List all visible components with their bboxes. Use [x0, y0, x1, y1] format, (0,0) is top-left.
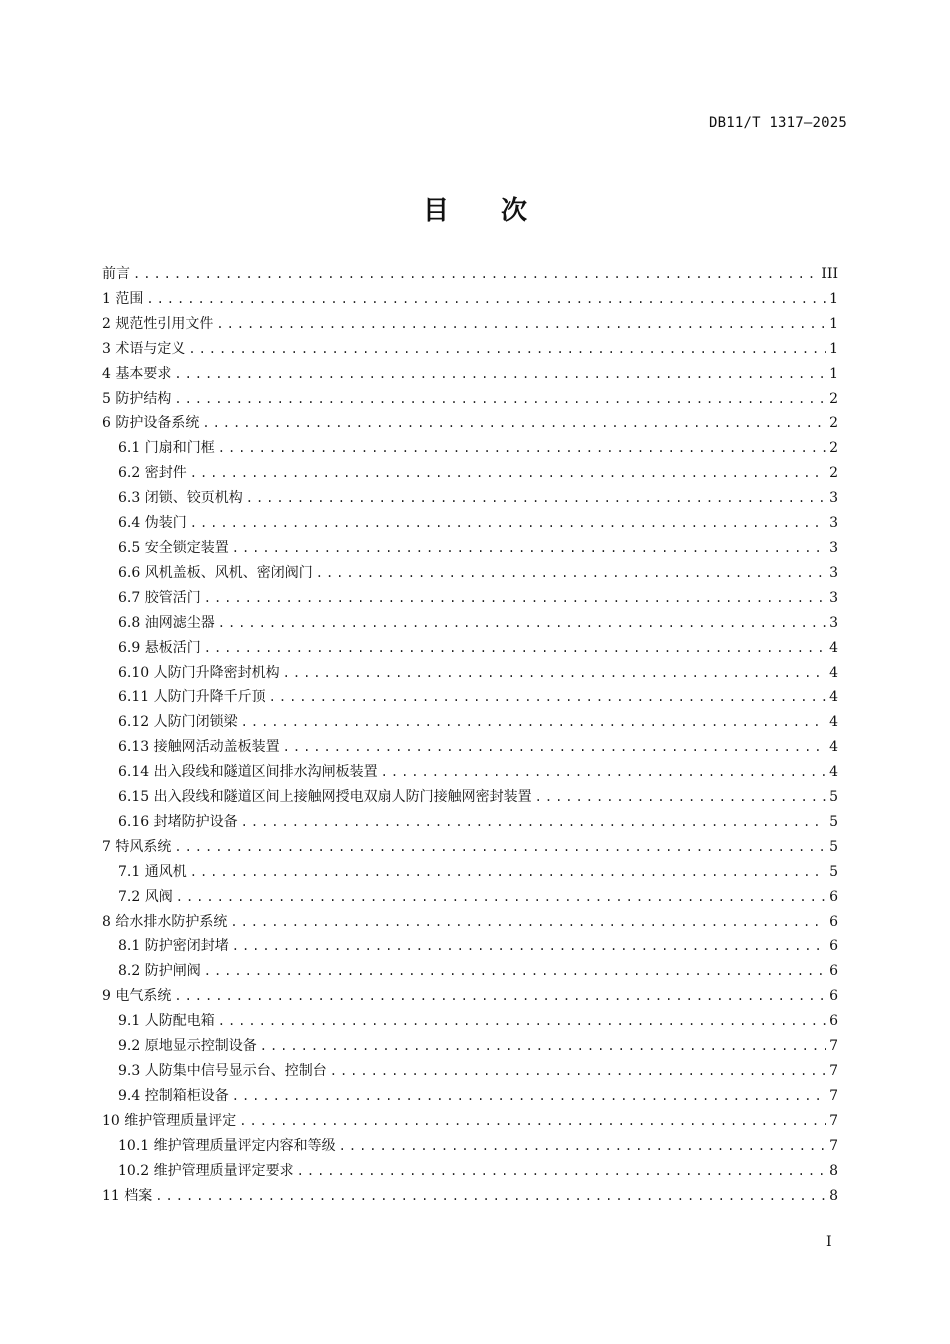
toc-entry-page: 4	[829, 689, 838, 706]
toc-leader-dots	[232, 934, 826, 959]
toc-entry-page: 1	[829, 290, 838, 307]
toc-entry-label: 6.13 接触网活动盖板装置	[118, 739, 280, 756]
toc-entry[interactable]	[102, 710, 838, 735]
toc-entry-label: 9.4 控制箱柜设备	[118, 1087, 229, 1104]
toc-entry-page: 5	[829, 838, 838, 855]
toc-entry-label: 6.16 封堵防护设备	[118, 813, 238, 830]
toc-entry[interactable]	[102, 860, 838, 885]
toc-entry-label: 1 范围	[102, 290, 144, 307]
toc-entry-page: 3	[829, 515, 838, 532]
toc-entry[interactable]	[102, 1134, 838, 1159]
toc-entry-page: 7	[829, 1137, 838, 1154]
toc-entry-label: 6.2 密封件	[118, 465, 187, 482]
toc-entry-label: 6.7 胶管活门	[118, 589, 201, 606]
toc-entry[interactable]	[102, 760, 838, 785]
toc-entry-page: III	[821, 266, 838, 282]
toc-entry[interactable]	[102, 1009, 838, 1034]
toc-entry[interactable]	[102, 1084, 838, 1109]
toc-entry-page: 6	[829, 938, 838, 955]
toc-leader-dots	[188, 337, 826, 362]
toc-entry-label: 6.15 出入段线和隧道区间上接触网授电双扇人防门接触网密封装置	[118, 789, 532, 806]
toc-entry-label: 10 维护管理质量评定	[102, 1112, 237, 1129]
toc-entry-page: 6	[829, 888, 838, 905]
toc-entry[interactable]	[102, 586, 838, 611]
toc-leader-dots	[232, 1084, 826, 1109]
toc-entry[interactable]	[102, 959, 838, 984]
toc-entry-page: 4	[829, 664, 838, 681]
toc-entry[interactable]	[102, 885, 838, 910]
toc-entry[interactable]	[102, 611, 838, 636]
toc-leader-dots	[218, 436, 826, 461]
toc-entry-label: 6.12 人防门闭锁梁	[118, 714, 238, 731]
toc-leader-dots	[155, 1184, 826, 1209]
toc-entry[interactable]	[102, 1034, 838, 1059]
toc-leader-dots	[174, 387, 826, 412]
toc-entry[interactable]	[102, 835, 838, 860]
toc-entry-page: 4	[829, 639, 838, 656]
toc-entry-label: 9.3 人防集中信号显示台、控制台	[118, 1063, 327, 1079]
toc-leader-dots	[190, 461, 826, 486]
toc-entry[interactable]	[102, 810, 838, 835]
toc-entry-label: 6 防护设备系统	[102, 415, 200, 432]
toc-entry-page: 7	[829, 1038, 838, 1055]
toc-entry[interactable]	[102, 436, 838, 461]
toc-entry-page: 7	[829, 1063, 838, 1079]
toc-entry[interactable]	[102, 387, 838, 412]
toc-entry[interactable]	[102, 337, 838, 362]
toc-entry-page: 5	[829, 863, 838, 880]
toc-entry[interactable]	[102, 1059, 838, 1084]
toc-entry-page: 8	[829, 1162, 838, 1179]
toc-entry-page: 3	[829, 614, 838, 631]
toc-leader-dots	[241, 810, 826, 835]
toc-entry-label: 7 特风系统	[102, 838, 172, 855]
toc-entry-label: 6.11 人防门升降千斤顶	[118, 689, 266, 706]
toc-leader-dots	[283, 661, 826, 686]
toc-entry-label: 6.8 油网滤尘器	[118, 614, 215, 631]
toc-entry[interactable]	[102, 910, 838, 935]
toc-entry-page: 3	[829, 539, 838, 556]
toc-entry-label: 7.2 风阀	[118, 888, 173, 905]
page-title: 目 次	[422, 196, 527, 226]
toc-leader-dots	[269, 685, 826, 710]
toc-entry-label: 5 防护结构	[102, 390, 172, 407]
toc-entry[interactable]	[102, 362, 838, 387]
toc-entry-page: 7	[829, 1087, 838, 1104]
toc-entry-label: 10.1 维护管理质量评定内容和等级	[118, 1137, 336, 1154]
toc-leader-dots	[232, 536, 826, 561]
toc-entry-page: 6	[829, 988, 838, 1005]
toc-entry-label: 6.3 闭锁、铰页机构	[118, 490, 243, 507]
toc-entry[interactable]	[102, 1109, 838, 1134]
toc-entry[interactable]	[102, 312, 838, 337]
toc-entry-label: 11 档案	[102, 1187, 153, 1204]
toc-entry[interactable]	[102, 411, 838, 436]
table-of-contents	[102, 262, 838, 1208]
toc-entry-page: 4	[829, 764, 838, 781]
toc-leader-dots	[133, 262, 818, 287]
toc-leader-dots	[218, 1009, 826, 1034]
toc-entry-label: 6.9 悬板活门	[118, 639, 201, 656]
toc-entry-label: 6.10 人防门升降密封机构	[118, 664, 280, 681]
toc-leader-dots	[535, 785, 826, 810]
toc-entry-page: 1	[829, 315, 838, 332]
toc-leader-dots	[174, 984, 826, 1009]
toc-leader-dots	[339, 1134, 826, 1159]
toc-entry-label: 9.2 原地显示控制设备	[118, 1038, 257, 1055]
toc-entry-page: 4	[829, 714, 838, 731]
toc-leader-dots	[204, 959, 826, 984]
toc-entry-page: 1	[829, 340, 838, 357]
toc-entry-page: 6	[829, 913, 838, 930]
toc-entry-page: 5	[829, 789, 838, 806]
toc-entry-label: 8.1 防护密闭封堵	[118, 938, 229, 955]
page-number: I	[826, 1234, 832, 1250]
toc-entry-page: 3	[829, 490, 838, 507]
toc-entry[interactable]	[102, 984, 838, 1009]
toc-entry-label: 9.1 人防配电箱	[118, 1013, 215, 1030]
toc-entry-page: 6	[829, 1013, 838, 1030]
toc-entry-page: 4	[829, 739, 838, 756]
toc-entry-label: 4 基本要求	[102, 365, 172, 382]
toc-entry[interactable]	[102, 1184, 838, 1209]
toc-entry[interactable]	[102, 636, 838, 661]
toc-entry-label: 8 给水排水防护系统	[102, 913, 228, 930]
toc-entry-label: 8.2 防护闸阀	[118, 963, 201, 980]
toc-entry-page: 3	[829, 589, 838, 606]
toc-leader-dots	[204, 636, 826, 661]
toc-entry-label: 9 电气系统	[102, 988, 172, 1005]
toc-entry-label: 6.1 门扇和门框	[118, 440, 215, 457]
toc-leader-dots	[260, 1034, 826, 1059]
toc-leader-dots	[218, 611, 826, 636]
toc-leader-dots	[174, 362, 826, 387]
toc-leader-dots	[241, 710, 826, 735]
toc-leader-dots	[174, 835, 826, 860]
toc-entry-page: 2	[829, 415, 838, 432]
toc-entry[interactable]	[102, 287, 838, 312]
toc-entry-page: 6	[829, 963, 838, 980]
toc-entry[interactable]	[102, 262, 838, 287]
toc-entry[interactable]	[102, 735, 838, 760]
toc-entry-page: 5	[829, 813, 838, 830]
toc-leader-dots	[190, 511, 826, 536]
toc-entry-page: 2	[829, 465, 838, 482]
toc-leader-dots	[202, 411, 826, 436]
toc-entry-label: 7.1 通风机	[118, 863, 187, 880]
toc-entry-page: 7	[829, 1112, 838, 1129]
toc-entry-label: 6.4 伪装门	[118, 515, 187, 532]
toc-entry[interactable]	[102, 561, 838, 586]
toc-leader-dots	[381, 760, 826, 785]
toc-leader-dots	[239, 1109, 826, 1134]
toc-entry-page: 1	[829, 365, 838, 382]
toc-leader-dots	[297, 1159, 826, 1184]
toc-entry[interactable]	[102, 1159, 838, 1184]
toc-entry-page: 8	[829, 1187, 838, 1204]
toc-entry[interactable]	[102, 536, 838, 561]
toc-leader-dots	[283, 735, 826, 760]
toc-leader-dots	[204, 586, 826, 611]
toc-entry-label: 3 术语与定义	[102, 340, 186, 357]
toc-leader-dots	[190, 860, 826, 885]
toc-entry-page: 3	[829, 564, 838, 581]
toc-entry[interactable]	[102, 661, 838, 686]
toc-leader-dots	[330, 1059, 826, 1084]
toc-entry-page: 2	[829, 440, 838, 457]
toc-leader-dots	[246, 486, 826, 511]
toc-entry-page: 2	[829, 390, 838, 407]
toc-entry-label: 前言	[102, 266, 130, 282]
toc-entry[interactable]	[102, 934, 838, 959]
toc-entry[interactable]	[102, 511, 838, 536]
toc-entry[interactable]	[102, 785, 838, 810]
toc-entry[interactable]	[102, 461, 838, 486]
toc-entry[interactable]	[102, 486, 838, 511]
toc-entry-label: 2 规范性引用文件	[102, 315, 214, 332]
toc-entry-label: 6.14 出入段线和隧道区间排水沟闸板装置	[118, 764, 378, 781]
toc-leader-dots	[230, 910, 826, 935]
toc-leader-dots	[316, 561, 826, 586]
toc-entry-label: 6.6 风机盖板、风机、密闭阀门	[118, 564, 313, 581]
toc-entry-label: 10.2 维护管理质量评定要求	[118, 1162, 294, 1179]
toc-leader-dots	[216, 312, 826, 337]
toc-entry-label: 6.5 安全锁定装置	[118, 539, 229, 556]
document-code: DB11/T 1317—2025	[708, 115, 847, 131]
toc-leader-dots	[176, 885, 826, 910]
toc-leader-dots	[146, 287, 826, 312]
toc-entry[interactable]	[102, 685, 838, 710]
